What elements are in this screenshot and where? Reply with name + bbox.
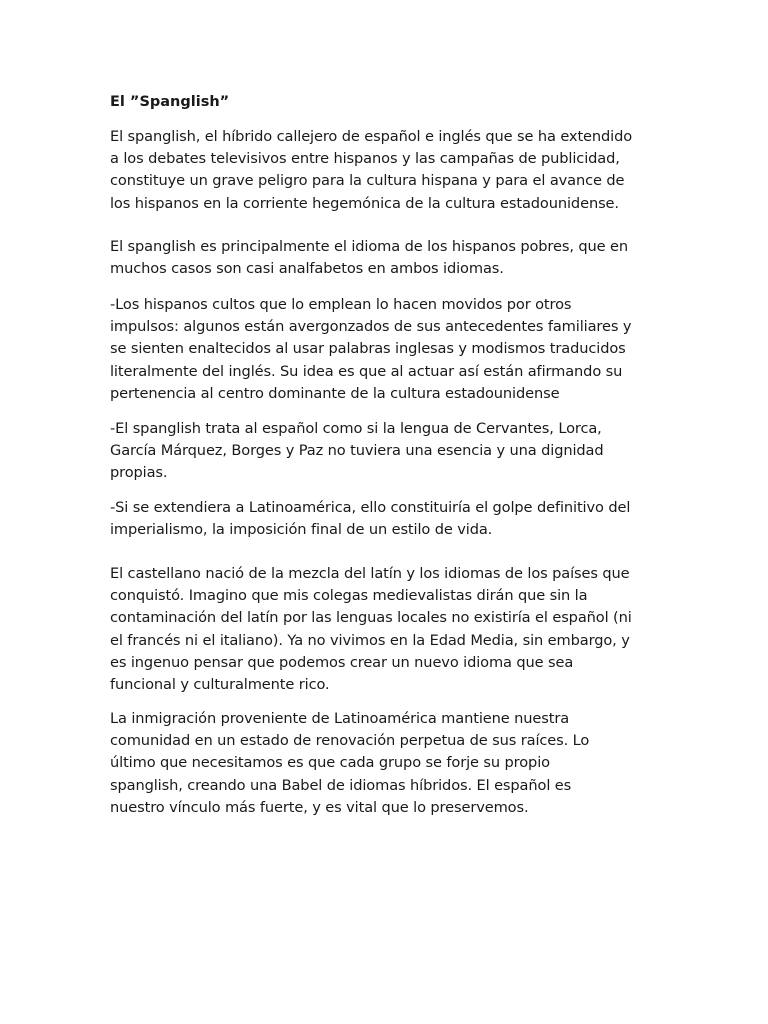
paragraph-line: pertenencia al centro dominante de la cultura estadounidense (110, 384, 560, 402)
paragraph-line: muchos casos son casi analfabetos en ambos idiomas. (110, 260, 504, 278)
paragraph-3 (110, 294, 662, 405)
paragraph-6 (110, 563, 662, 696)
paragraph-7 (110, 708, 662, 819)
paragraph-4 (110, 418, 662, 485)
paragraph-line: se sienten enaltecidos al usar palabras inglesas y modismos traducidos (110, 340, 626, 358)
paragraph-line: El spanglish es principalmente el idioma de los hispanos pobres, que en (110, 238, 628, 255)
paragraph-line: propias. (110, 464, 168, 482)
paragraph-line: contaminación del latín por las lenguas locales no existiría el español (ni (110, 609, 632, 627)
paragraph-line: imperialismo, la imposición final de un estilo de vida. (110, 521, 493, 539)
paragraph-line: literalmente del inglés. Su idea es que al actuar así están afirmando su (110, 362, 623, 380)
paragraph-line: -Si se extendiera a Latinoamérica, ello constituiría el golpe definitivo del (110, 499, 631, 516)
paragraph-line: es ingenuo pensar que podemos crear un nuevo idioma que sea (110, 653, 574, 671)
paragraph-line: -Los hispanos cultos que lo emplean lo hacen movidos por otros (110, 296, 572, 313)
paragraph-line: La inmigración proveniente de Latinoamérica mantiene nuestra (110, 710, 570, 727)
paragraph-line: El castellano nació de la mezcla del latín y los idiomas de los países que (110, 565, 630, 582)
paragraph-1 (110, 126, 662, 215)
paragraph-line: a los debates televisivos entre hispanos y las campañas de publicidad, (110, 150, 620, 168)
paragraph-line: el francés ni el italiano). Ya no vivimos en la Edad Media, sin embargo, y (110, 631, 630, 649)
paragraph-2 (110, 236, 662, 280)
paragraph-5 (110, 497, 662, 541)
paragraph-line: constituye un grave peligro para la cultura hispana y para el avance de (110, 172, 625, 190)
document-title: El ”Spanglish” (110, 94, 230, 110)
paragraph-line: El spanglish, el híbrido callejero de español e inglés que se ha extendido (110, 128, 633, 145)
paragraph-line: comunidad en un estado de renovación perpetua de sus raíces. Lo (110, 732, 590, 750)
paragraph-line: García Márquez, Borges y Paz no tuviera una esencia y una dignidad (110, 442, 604, 460)
paragraph-line: -El spanglish trata al español como si la lengua de Cervantes, Lorca, (110, 420, 602, 437)
paragraph-line: impulsos: algunos están avergonzados de sus antecedentes familiares y (110, 318, 632, 336)
paragraph-line: funcional y culturalmente rico. (110, 676, 330, 694)
paragraph-line: nuestro vínculo más fuerte, y es vital que lo preservemos. (110, 798, 529, 816)
paragraph-line: los hispanos en la corriente hegemónica de la cultura estadounidense. (110, 194, 619, 212)
paragraph-line: conquistó. Imagino que mis colegas medievalistas dirán que sin la (110, 587, 588, 605)
paragraph-line: último que necesitamos es que cada grupo se forje su propio (110, 754, 550, 772)
paragraph-line: spanglish, creando una Babel de idiomas híbridos. El español es (110, 776, 572, 794)
